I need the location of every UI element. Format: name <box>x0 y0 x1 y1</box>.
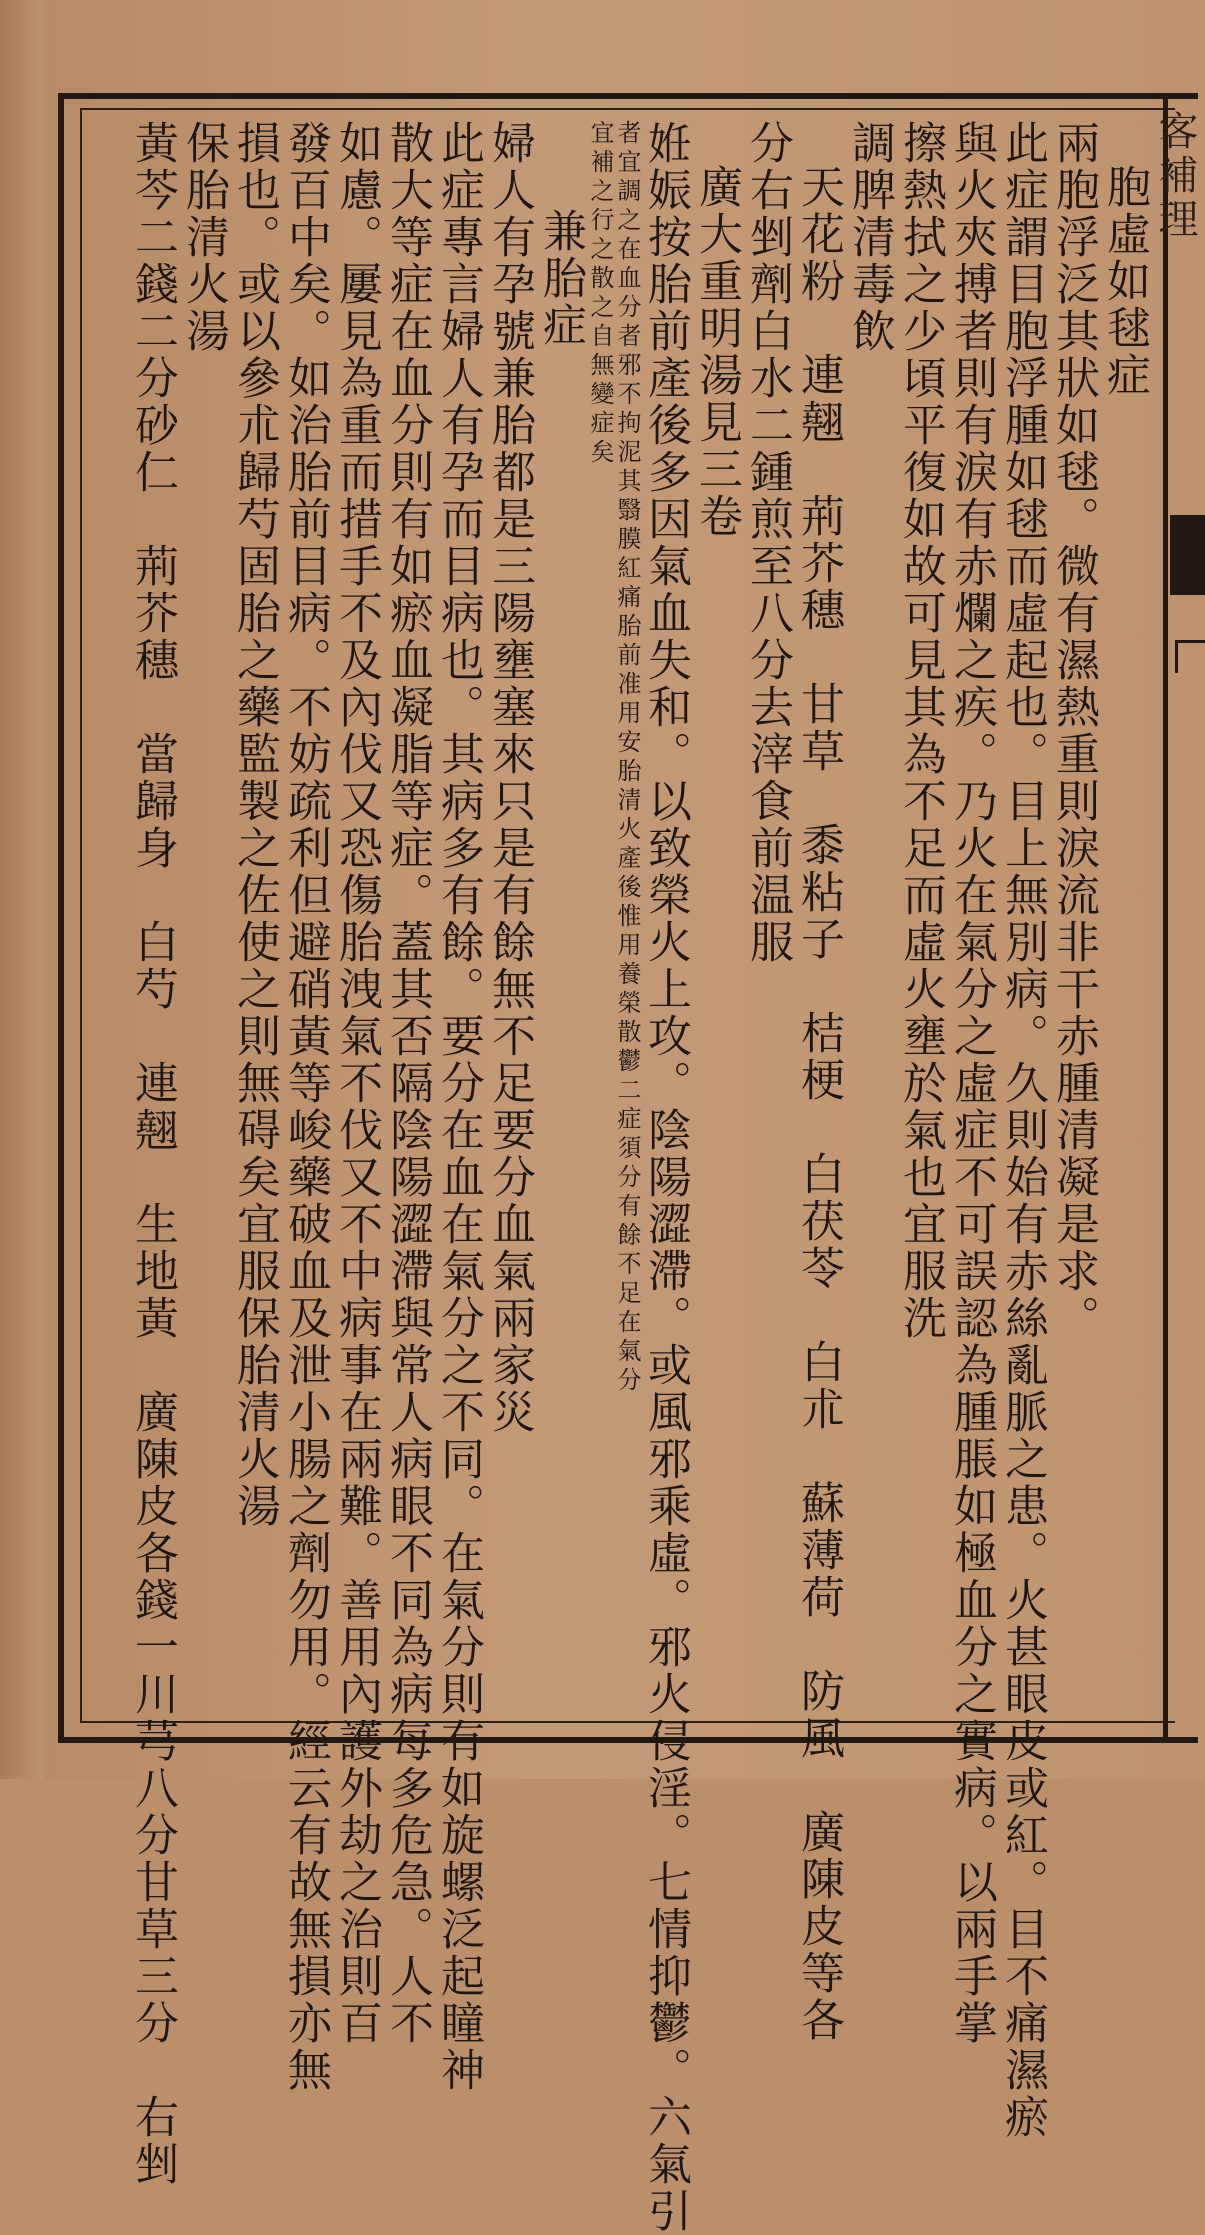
verse-line: 兩胞浮泛其狀如毬。微有濕熱重則淚流非干赤腫清凝是求。 <box>1048 120 1099 1342</box>
fore-edge-mark <box>1175 640 1205 673</box>
fore-edge-black-block <box>1170 515 1205 595</box>
annotation-line: 宜補之行之散之自無變症矣 <box>586 120 614 468</box>
vertical-text-body <box>90 120 1150 2235</box>
text-line: 此症謂目胞浮腫如毬而虛起也。目上無別病。久則始有赤絲亂脈之患。火甚眼皮或紅。目不痛濕瘀 <box>997 120 1048 2141</box>
text-line: 如慮。屢見為重而措手不及內伐又恐傷胎洩氣不伐又不中病事在兩難。善用內護外劫之治則百 <box>331 120 382 2047</box>
formula-ingredients: 天花粉 連翹 荊芥穗 甘草 黍粘子 桔梗 白茯苓 白朮 蘇薄荷 防風 廣陳皮等各 <box>793 164 844 2044</box>
text-line: 發百中矣。如治胎前目病。不妨疏利但避硝黃等峻藥破血及泄小腸之劑勿用。經云有故無損亦無 <box>280 120 331 2094</box>
formula-title: 調脾清毒飲 <box>844 120 895 355</box>
text-line: 散大等症在血分則有如瘀血凝脂等症。蓋其否隔陰陽澀滯與常人病眼不同為病每多危急。人不 <box>382 120 433 2047</box>
formula-title: 保胎清火湯 <box>178 120 229 355</box>
text-line: 與火夾搏者則有淚有赤爛之疾。乃火在氣分之虛症不可誤認為腫脹如極血分之實病。以兩手掌 <box>946 120 997 2047</box>
heading-pao-xu-ru-qiu: 胞虛如毬症 <box>1099 164 1150 399</box>
heading-jian-tai: 兼胎症 <box>535 208 586 349</box>
text-line: 此症專言婦人有孕而目病也。其病多有餘。要分在血在氣分之不同。在氣分則有如旋螺泛起瞳神 <box>433 120 484 2094</box>
formula-ingredients: 黃芩二錢二分砂仁 荊芥穗 當歸身 白芍 連翹 生地黃 廣陳皮各錢一川芎八分甘草三分 右剉 <box>127 120 178 2188</box>
fore-edge-title: 客補理 <box>1152 110 1198 242</box>
formula-reference: 廣大重明湯見三卷 <box>691 164 742 540</box>
formula-preparation: 分右剉劑白水二鍾煎至八分去滓食前温服 <box>742 120 793 966</box>
right-frame-line <box>1163 93 1168 1743</box>
verse-line: 婦人有孕號兼胎都是三陽壅塞來只是有餘無不足要分血氣兩家災 <box>484 120 535 1436</box>
annotation-line: 者宜調之在血分者邪不拘泥其翳膜紅痛胎前准用安胎清火產後惟用養榮散鬱二症須分有餘不足在氣分 <box>613 120 641 1396</box>
text-line: 擦熱拭之少頃平復如故可見其為不足而虛火壅於氣也宜服洗 <box>895 120 946 1342</box>
page-left-edge <box>0 0 44 1779</box>
section-title-pregnancy: 姙娠按胎前產後多因氣血失和。以致榮火上攻。陰陽澀滯。或風邪乘虛。邪火侵淫。七情抑鬱。六氣引 <box>640 120 691 2235</box>
text-line: 損也。或以參朮歸芍固胎之藥監製之佐使之則無碍矣宜服保胎清火湯 <box>229 120 280 1530</box>
